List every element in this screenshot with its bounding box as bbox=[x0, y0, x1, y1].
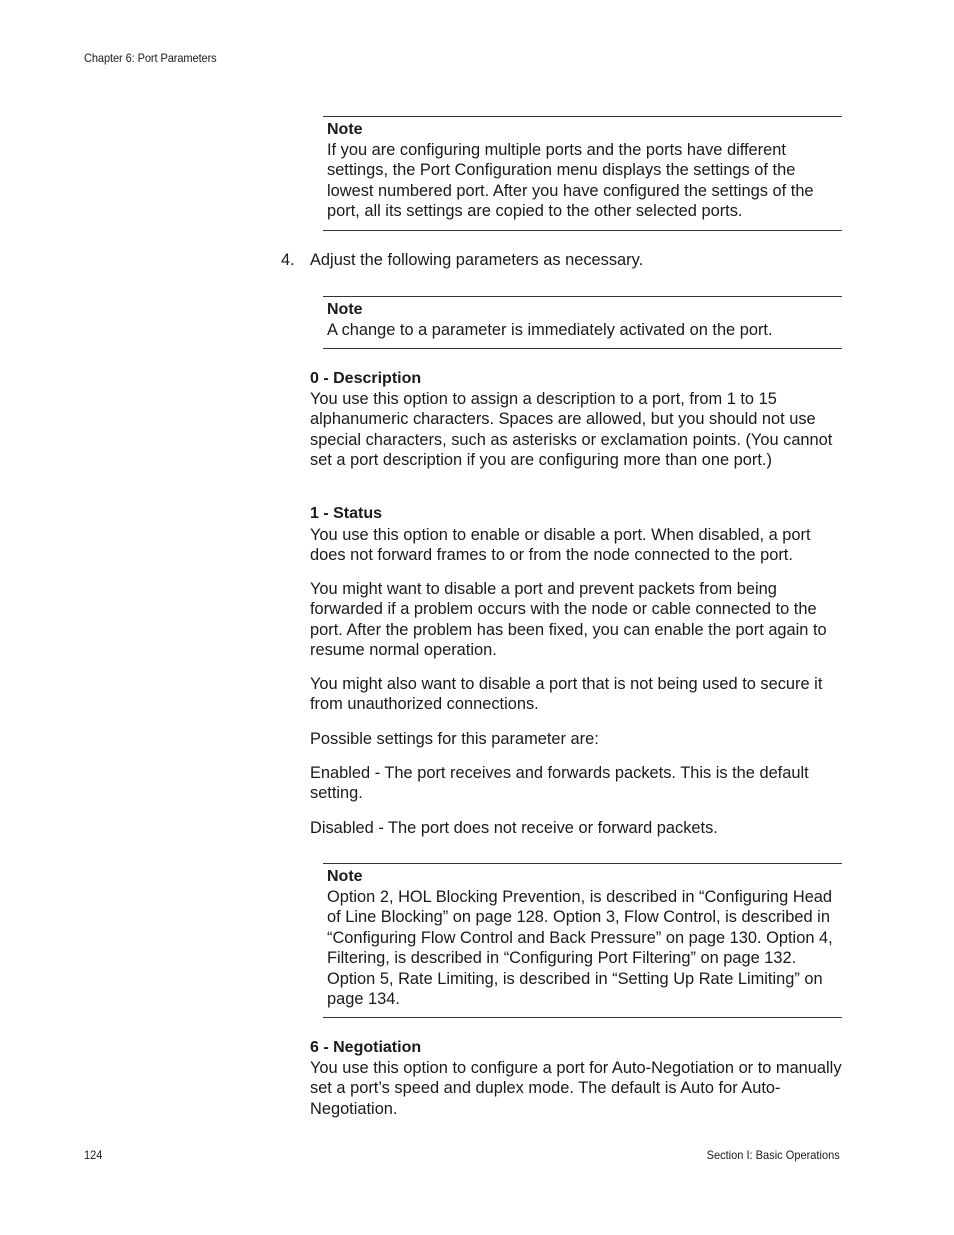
status-paragraph-3: You might also want to disable a port that is not being used to secure it from unauthorized connections. bbox=[310, 675, 823, 714]
note-body: If you are configuring multiple ports and the ports have different settings, the Port Configuration menu displays the settings of the lowest numbered port. After you have configured the settings of the port, all its settings are copied to the other selected ports. bbox=[327, 141, 814, 221]
note-parameter-change bbox=[323, 296, 842, 349]
negotiation-paragraph: You use this option to configure a port for Auto-Negotiation or to manually set a port’s speed and duplex mode. The default is Auto for Auto-Negotiation. bbox=[310, 1059, 842, 1118]
step-number: 4. bbox=[281, 251, 295, 269]
note-title: Note bbox=[327, 121, 363, 138]
note-title: Note bbox=[327, 301, 363, 318]
description-heading: 0 - Description bbox=[310, 370, 422, 387]
note-other-options bbox=[323, 863, 842, 1018]
running-header: Chapter 6: Port Parameters bbox=[84, 51, 217, 65]
step-text: Adjust the following parameters as necessary. bbox=[310, 251, 644, 269]
status-enabled-setting: Enabled - The port receives and forwards packets. This is the default setting. bbox=[310, 764, 809, 803]
note-title: Note bbox=[327, 868, 363, 885]
status-paragraph-2: You might want to disable a port and prevent packets from being forwarded if a problem occurs with the node or cable connected to the port. After the problem has been fixed, you can enable the port again to resume normal operation. bbox=[310, 580, 827, 660]
status-heading: 1 - Status bbox=[310, 505, 383, 522]
note-body: A change to a parameter is immediately activated on the port. bbox=[327, 321, 773, 339]
page-number: 124 bbox=[84, 1148, 103, 1162]
note-multiple-ports bbox=[323, 116, 842, 231]
description-paragraph: You use this option to assign a description to a port, from 1 to 15 alphanumeric characters. Spaces are allowed, but you should not use special characters, such as asterisks or exclamation points. (You cannot set a port description if you are configuring more than one port.) bbox=[310, 390, 833, 470]
status-paragraph-1: You use this option to enable or disable a port. When disabled, a port does not forward frames to or from the node connected to the port. bbox=[310, 526, 811, 565]
status-paragraph-4: Possible settings for this parameter are: bbox=[310, 730, 599, 748]
note-body: Option 2, HOL Blocking Prevention, is described in “Configuring Head of Line Blocking” on page 128. Option 3, Flow Control, is described in “Configuring Flow Control and Back Pressure” on page 130. Option 4, Filtering, is described in “Configuring Port Filtering” on page 132. Option 5, Rate Limiting, is described in “Setting Up Rate Limiting” on page 134. bbox=[327, 888, 833, 1009]
status-disabled-setting: Disabled - The port does not receive or forward packets. bbox=[310, 819, 718, 837]
negotiation-heading: 6 - Negotiation bbox=[310, 1039, 422, 1056]
running-footer: Section I: Basic Operations bbox=[706, 1148, 840, 1162]
